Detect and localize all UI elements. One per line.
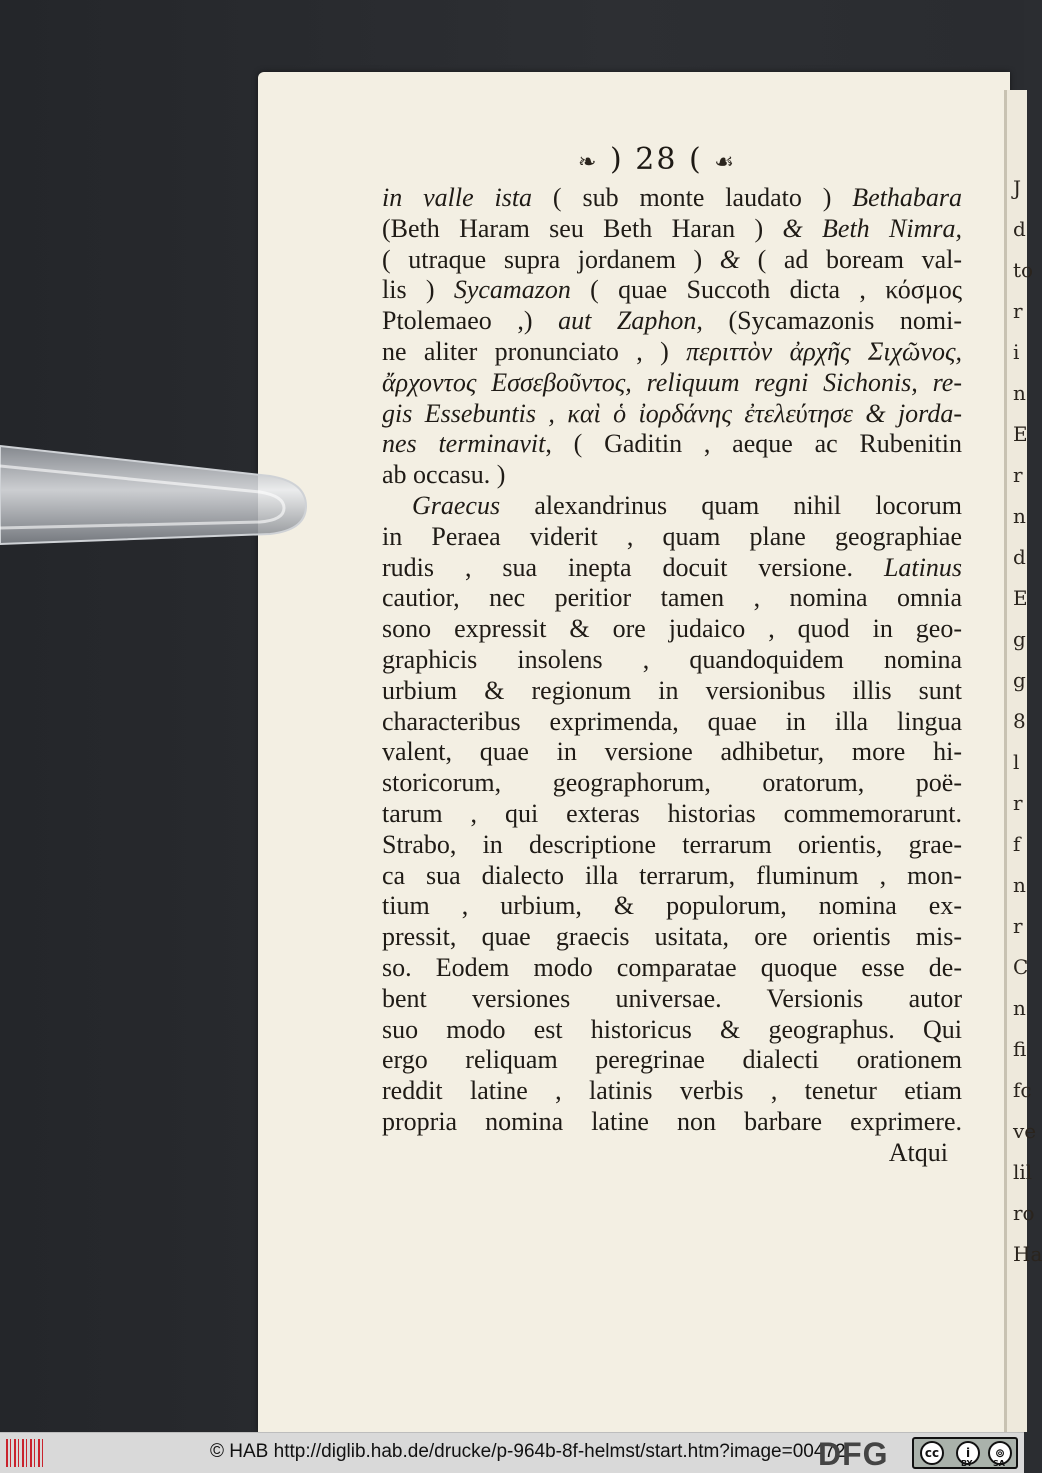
right-ornament-icon: ☙ xyxy=(714,150,736,175)
text-line xyxy=(382,922,962,953)
text-line xyxy=(382,306,962,337)
footer-bar xyxy=(0,1432,1024,1473)
text-segment: in Peraea viderit , quam plane geographiae xyxy=(382,521,962,551)
next-page-fragment: d xyxy=(1013,217,1026,241)
text-segment: Sycamazon xyxy=(453,275,571,305)
next-page-fragment: E xyxy=(1013,586,1028,610)
next-page-fragment: g xyxy=(1013,668,1026,692)
text-line xyxy=(382,275,962,306)
text-segment: Strabo, in descriptione terrarum orientis, grae- xyxy=(382,829,962,859)
text-line xyxy=(382,861,962,892)
next-page-fragment: ve xyxy=(1013,1119,1037,1143)
text-line xyxy=(382,799,962,830)
left-ornament-icon: ❧ xyxy=(578,150,599,175)
text-segment: so. Eodem modo comparatae quoque esse de- xyxy=(382,952,962,982)
text-segment: suo modo est historicus & geographus. Qui xyxy=(382,1014,962,1044)
next-page-fragment: lil xyxy=(1013,1160,1033,1184)
text-line xyxy=(382,953,962,984)
text-segment: valent, quae in versione adhibetur, more hi- xyxy=(382,737,962,767)
text-line xyxy=(382,984,962,1015)
text-segment: pressit, quae graecis usitata, ore orientis mis- xyxy=(382,922,962,952)
next-page-fragment: f xyxy=(1013,832,1021,856)
by-icon: i xyxy=(956,1441,980,1465)
text-line xyxy=(382,245,962,276)
footer-url[interactable]: © HAB http://diglib.hab.de/drucke/p-964b-8f-helmst/start.htm?image=00472 xyxy=(210,1441,846,1462)
text-segment: storicorum, geographorum, oratorum, poë- xyxy=(382,768,962,798)
text-segment: lis ) xyxy=(382,275,454,305)
page-number: 28 xyxy=(635,142,678,177)
next-page-fragment: fc xyxy=(1013,1078,1032,1102)
text-segment: & xyxy=(719,244,741,274)
text-segment: ab occasu. ) xyxy=(382,460,506,490)
dfg-logo: DFG xyxy=(818,1436,889,1472)
next-page-fragment: i xyxy=(1013,340,1020,364)
text-segment: Ptolemaeo ,) xyxy=(382,306,559,336)
text-segment: Bethabara xyxy=(852,183,962,212)
text-line xyxy=(382,522,962,553)
next-page-fragment: n xyxy=(1013,504,1026,528)
text-line xyxy=(382,429,962,460)
next-page-fragment: d xyxy=(1013,545,1026,569)
text-segment: tarum , qui exteras historias commemorarunt. xyxy=(382,798,962,828)
text-segment: Latinus xyxy=(883,552,962,582)
text-segment: sono expressit & ore judaico , quod in geo- xyxy=(382,614,962,644)
text-segment: characteribus exprimenda, quae in illa lingua xyxy=(382,706,962,736)
text-segment: bent versiones universae. Versionis autor xyxy=(382,983,962,1013)
cc-icon: cc xyxy=(920,1441,944,1465)
text-line xyxy=(382,707,962,738)
text-segment: rudis , sua inepta docuit versione. xyxy=(382,552,884,582)
text-segment: gis Essebuntis , καὶ ὁ ἰορδάνης ἐτελεύτησε & jorda- xyxy=(382,398,962,428)
text-segment: ( sub monte laudato ) xyxy=(532,183,853,212)
text-segment: urbium & regionum in versionibus illis sunt xyxy=(382,675,962,705)
page-holder-clip xyxy=(0,436,312,552)
text-segment: ca sua dialecto illa terrarum, fluminum , mon- xyxy=(382,860,962,890)
sa-icon: ⊚ xyxy=(988,1441,1012,1465)
text-line xyxy=(382,1015,962,1046)
text-segment: & Beth Nimra, xyxy=(782,213,962,243)
next-page-edge xyxy=(1004,90,1042,1432)
catchword: Atqui xyxy=(888,1137,948,1167)
text-line xyxy=(382,491,962,522)
by-label: BY xyxy=(961,1459,973,1468)
text-segment: (Sycamazonis nomi- xyxy=(702,306,962,336)
text-line xyxy=(382,891,962,922)
text-line xyxy=(382,1076,962,1107)
text-line xyxy=(382,676,962,707)
next-page-fragment: n xyxy=(1013,996,1026,1020)
text-line xyxy=(382,214,962,245)
text-segment: aut Zaphon, xyxy=(558,306,703,336)
next-page-fragment: r xyxy=(1013,463,1023,487)
next-page-fragment: ro xyxy=(1013,1201,1035,1225)
next-page-fragment: Ha xyxy=(1013,1242,1042,1266)
text-line xyxy=(382,1107,962,1138)
next-page-fragment: r xyxy=(1013,299,1023,323)
text-line xyxy=(382,183,962,214)
text-segment: in valle ista xyxy=(382,183,533,212)
text-segment: graphicis insolens , quandoquidem nomina xyxy=(382,644,962,674)
next-page-fragment: 8 xyxy=(1013,709,1026,733)
text-line xyxy=(382,830,962,861)
text-segment: (Beth Haram seu Beth Haran ) xyxy=(382,213,783,243)
text-line xyxy=(382,614,962,645)
text-segment: cautior, nec peritior tamen , nomina omnia xyxy=(382,583,962,613)
next-page-fragment: r xyxy=(1013,791,1023,815)
text-line xyxy=(382,460,962,491)
next-page-fragment: C xyxy=(1013,955,1029,979)
text-line xyxy=(382,583,962,614)
text-line xyxy=(382,768,962,799)
cc-license-badge[interactable] xyxy=(912,1437,1018,1469)
text-line xyxy=(382,553,962,584)
text-segment: alexandrinus quam nihil locorum xyxy=(500,490,962,520)
text-segment: nes terminavit xyxy=(382,429,546,459)
next-page-fragment: n xyxy=(1013,381,1026,405)
page-header: ❧ ) 28 ( ☙ xyxy=(578,142,736,177)
text-line xyxy=(382,1045,962,1076)
next-page-fragment: r xyxy=(1013,914,1023,938)
text-segment: ne aliter pronunciato , ) xyxy=(382,336,687,366)
text-line xyxy=(382,368,962,399)
next-page-fragment: g xyxy=(1013,627,1026,651)
next-page-fragment: l xyxy=(1013,750,1020,774)
text-segment: ( quae Succoth dicta , κόσμος xyxy=(570,275,962,305)
sa-label: SA xyxy=(993,1459,1005,1468)
text-segment: , ( Gaditin , aeque ac Rubenitin xyxy=(545,429,962,459)
text-line xyxy=(382,645,962,676)
text-line xyxy=(382,737,962,768)
text-segment: reddit latine , latinis verbis , tenetur etiam xyxy=(382,1076,962,1106)
text-segment: ( ad boream val- xyxy=(740,244,962,274)
next-page-fragment: to xyxy=(1013,258,1034,282)
text-segment: Graecus xyxy=(412,490,501,520)
text-line xyxy=(382,337,962,368)
body-text xyxy=(382,183,962,1169)
text-segment: tium , urbium, & populorum, nomina ex- xyxy=(382,891,962,921)
next-page-fragment: fi xyxy=(1013,1037,1027,1061)
text-lines xyxy=(382,183,962,1138)
next-page-fragment: n xyxy=(1013,873,1026,897)
text-segment: ἄρχοντος Εσσεβοῦντος, reliquum regni Sichonis, re- xyxy=(382,367,962,397)
text-line xyxy=(382,399,962,430)
next-page-fragment: E xyxy=(1013,422,1028,446)
text-segment: propria nomina latine non barbare exprimere. xyxy=(382,1106,962,1136)
barcode-icon xyxy=(6,1439,46,1467)
text-segment: ( utraque supra jordanem ) xyxy=(382,244,720,274)
next-page-fragment: J xyxy=(1013,176,1022,200)
text-segment: ergo reliquam peregrinae dialecti orationem xyxy=(382,1045,962,1075)
text-segment: περιττὸν ἀρχῆς Σιχῶνος, xyxy=(686,336,963,366)
